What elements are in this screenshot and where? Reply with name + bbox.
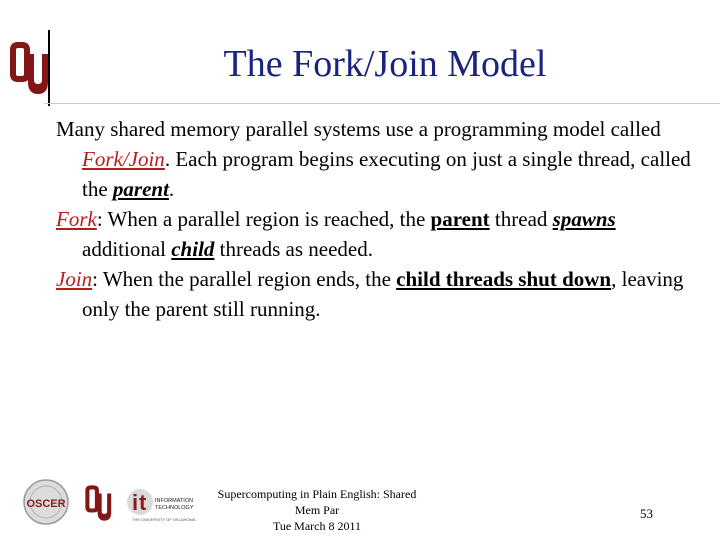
term-parent-bold: parent [430, 207, 490, 231]
term-parent: parent [112, 177, 169, 201]
svg-text:THE UNIVERSITY OF OKLAHOMA: THE UNIVERSITY OF OKLAHOMA [132, 517, 196, 522]
page-number: 53 [640, 506, 653, 521]
term-child-threads-shut-down: child threads shut down [396, 267, 612, 291]
footer-line-2: Tue March 8 2011 [272, 519, 362, 533]
footer-line-1: Supercomputing in Plain English: Shared Mem Par [217, 487, 417, 517]
svg-text:i: i [132, 490, 139, 515]
svg-text:TECHNOLOGY: TECHNOLOGY [155, 505, 194, 511]
text: thread [489, 207, 553, 231]
term-fork: Fork [56, 207, 97, 231]
header-horizontal-rule [44, 103, 720, 104]
term-spawns: spawns [552, 207, 616, 231]
text: additional [82, 237, 172, 261]
paragraph-fork [56, 204, 696, 264]
text: . [168, 177, 175, 201]
text: : When a parallel region is reached, the [96, 207, 431, 231]
slide-body [56, 114, 696, 324]
svg-text:t: t [139, 490, 147, 515]
svg-text:OSCER: OSCER [26, 498, 66, 510]
paragraph-join [56, 264, 696, 324]
footer-logos [14, 478, 214, 528]
footer-caption [214, 486, 420, 534]
ou-logo-icon [8, 40, 48, 96]
text: , leaving only the parent still running. [82, 267, 684, 321]
ou-small-logo-icon [85, 485, 111, 520]
paragraph-intro [56, 114, 696, 204]
slide-title: The Fork/Join Model [223, 43, 547, 85]
text: . Each program begins executing on just a single thread, called the [82, 147, 691, 201]
term-join: Join [56, 267, 93, 291]
header-vertical-rule [48, 30, 50, 106]
svg-text:INFORMATION: INFORMATION [155, 498, 194, 504]
text: Many shared memory parallel systems use a programming model called [56, 117, 661, 141]
term-child: child [171, 237, 215, 261]
text: : When the parallel region ends, the [92, 267, 397, 291]
term-fork-join: Fork/Join [82, 147, 165, 171]
it-logo-icon [127, 489, 196, 522]
oscer-logo-icon [24, 480, 68, 524]
text: threads as needed. [214, 237, 374, 261]
